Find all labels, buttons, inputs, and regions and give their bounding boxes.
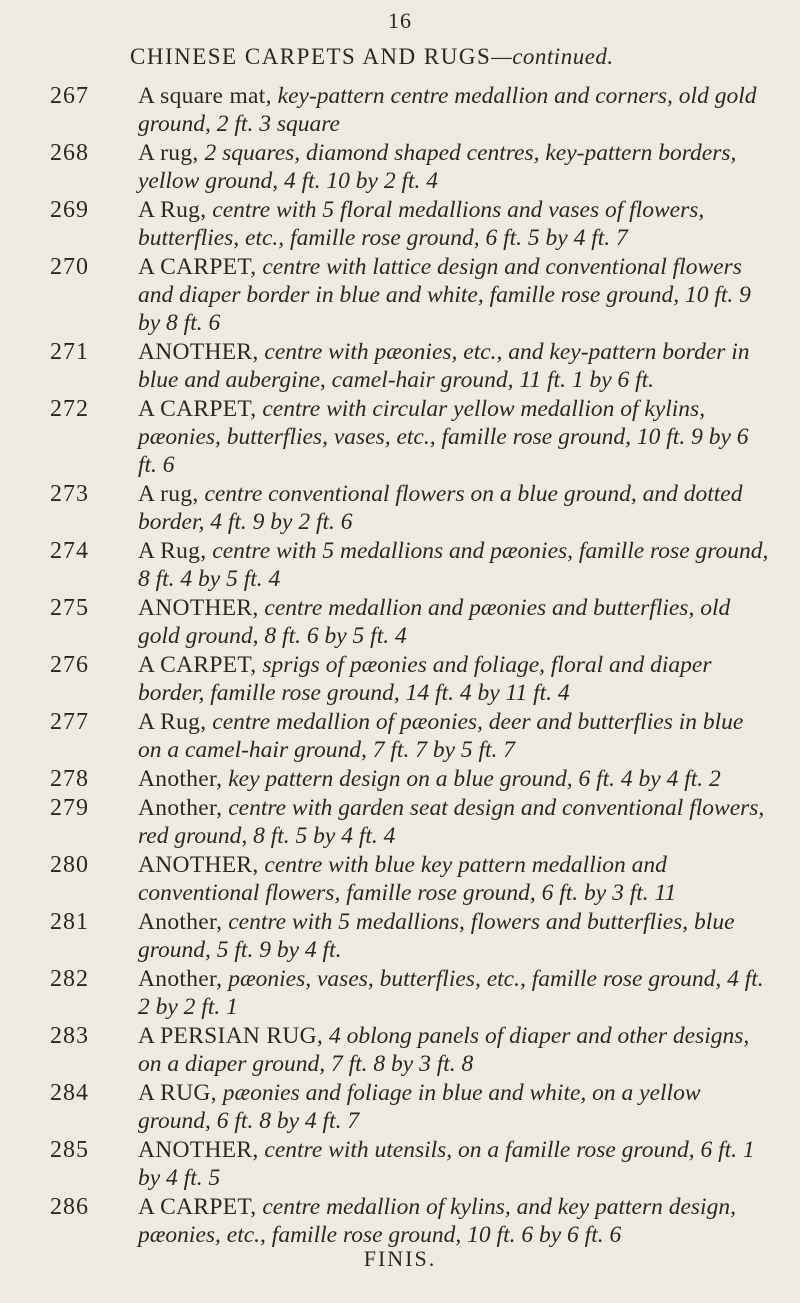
lot-number: 270	[50, 254, 89, 280]
lot-detail: key-pattern centre medallion and corners, old gold ground, 2 ft. 3 square	[138, 83, 757, 137]
lot-description	[138, 851, 770, 907]
lot-entry	[0, 794, 800, 850]
lot-entry	[0, 338, 800, 394]
lot-number: 273	[50, 481, 89, 507]
lot-description	[138, 480, 770, 536]
lot-lead: ANOTHER,	[138, 339, 259, 365]
lot-number: 285	[50, 1137, 89, 1163]
lot-description	[138, 196, 770, 252]
lot-entry	[0, 708, 800, 764]
lot-entry	[0, 851, 800, 907]
heading-title: CHINESE CARPETS AND RUGS	[130, 44, 492, 69]
lot-entry	[0, 480, 800, 536]
lot-lead: Another,	[138, 909, 223, 935]
lot-number: 272	[50, 396, 89, 422]
lot-detail: pæonies, vases, butterflies, etc., famille rose ground, 4 ft. 2 by 2 ft. 1	[138, 966, 764, 1020]
lot-entry	[0, 965, 800, 1021]
lot-number: 271	[50, 339, 89, 365]
lot-lead: A rug,	[138, 140, 199, 166]
lot-description	[138, 338, 770, 394]
lot-entry	[0, 537, 800, 593]
lot-entry	[0, 594, 800, 650]
lot-detail: centre with pæonies, etc., and key-pattern border in blue and aubergine, camel-hair ground, 11 ft. 1 by 6 ft.	[138, 339, 750, 393]
lot-detail: centre with lattice design and conventional flowers and diaper border in blue and white, famille rose ground, 10 ft. 9 by 8 ft. 6	[138, 254, 751, 336]
lot-number: 274	[50, 538, 89, 564]
lot-detail: centre with utensils, on a famille rose ground, 6 ft. 1 by 4 ft. 5	[138, 1137, 755, 1191]
lot-detail: key pattern design on a blue ground, 6 ft. 4 by 4 ft. 2	[222, 766, 721, 792]
lot-description	[138, 594, 770, 650]
lot-lead: A square mat,	[138, 83, 272, 109]
lot-lead: A RUG,	[138, 1080, 217, 1106]
lot-lead: A PERSIAN RUG,	[138, 1023, 324, 1049]
lot-number: 280	[50, 852, 89, 878]
lot-description	[138, 765, 770, 793]
lot-detail: 4 oblong panels of diaper and other designs, on a diaper ground, 7 ft. 8 by 3 ft. 8	[138, 1023, 750, 1077]
lot-number: 278	[50, 766, 89, 792]
lot-detail: sprigs of pæonies and foliage, floral and diaper border, famille rose ground, 14 ft. 4 by 11 ft. 4	[138, 652, 712, 706]
lot-detail: centre with blue key pattern medallion and conventional flowers, famille rose ground, 6 ft. by 3 ft. 11	[138, 852, 677, 906]
lot-entry	[0, 1022, 800, 1078]
lot-entry	[0, 139, 800, 195]
lot-lead: Another,	[138, 966, 223, 992]
lot-detail: pæonies and foliage in blue and white, on a yellow ground, 6 ft. 8 by 4 ft. 7	[138, 1080, 701, 1134]
lot-lead: ANOTHER,	[138, 595, 259, 621]
lot-description	[138, 651, 770, 707]
lot-description	[138, 908, 770, 964]
lot-number: 282	[50, 966, 89, 992]
lot-detail: 2 squares, diamond shaped centres, key-pattern borders, yellow ground, 4 ft. 10 by 2 ft. 4	[138, 140, 737, 194]
lot-detail: centre medallion of kylins, and key pattern design, pæonies, etc., famille rose ground, 10 ft. 6 by 6 ft. 6	[138, 1194, 736, 1248]
lot-description	[138, 1022, 770, 1078]
lot-description	[138, 1079, 770, 1135]
section-heading	[130, 44, 614, 70]
lot-description	[138, 794, 770, 850]
lot-lead: A CARPET,	[138, 254, 257, 280]
lot-number: 281	[50, 909, 89, 935]
lot-entry	[0, 765, 800, 793]
lot-entry	[0, 651, 800, 707]
lot-entry	[0, 196, 800, 252]
lot-number: 283	[50, 1023, 89, 1049]
lot-entry	[0, 253, 800, 337]
lot-description	[138, 253, 770, 337]
lot-number: 277	[50, 709, 89, 735]
lot-entry	[0, 82, 800, 138]
finis-text: FINIS.	[363, 1246, 437, 1271]
lot-number: 268	[50, 140, 89, 166]
lot-description	[138, 395, 770, 479]
lot-number: 269	[50, 197, 89, 223]
lot-lead: A CARPET,	[138, 396, 257, 422]
lot-detail: centre with 5 floral medallions and vases of flowers, butterflies, etc., famille rose ground, 6 ft. 5 by 4 ft. 7	[138, 197, 705, 251]
lot-description	[138, 1193, 770, 1249]
lot-number: 286	[50, 1194, 89, 1220]
lot-entry	[0, 1079, 800, 1135]
lot-description	[138, 139, 770, 195]
lot-description	[138, 82, 770, 138]
lot-number: 284	[50, 1080, 89, 1106]
lot-lead: Another,	[138, 766, 223, 792]
lot-number: 276	[50, 652, 89, 678]
lot-number: 279	[50, 795, 89, 821]
lot-lead: A CARPET,	[138, 652, 257, 678]
lot-detail: centre with circular yellow medallion of kylins, pæonies, butterflies, vases, etc., famille rose ground, 10 ft. 9 by 6 ft. 6	[138, 396, 749, 478]
lot-lead: A CARPET,	[138, 1194, 257, 1220]
lot-entry	[0, 395, 800, 479]
lot-lead: A rug,	[138, 481, 199, 507]
lot-lead: A Rug,	[138, 538, 207, 564]
lot-description	[138, 965, 770, 1021]
lot-description	[138, 537, 770, 593]
lot-entry	[0, 1193, 800, 1249]
lot-detail: centre with 5 medallions and pæonies, famille rose ground, 8 ft. 4 by 5 ft. 4	[138, 538, 769, 592]
lot-lead: Another,	[138, 795, 223, 821]
lot-lead: ANOTHER,	[138, 1137, 259, 1163]
lot-number: 275	[50, 595, 89, 621]
lot-entry	[0, 1136, 800, 1192]
lot-lead: ANOTHER,	[138, 852, 259, 878]
lot-detail: centre conventional flowers on a blue ground, and dotted border, 4 ft. 9 by 2 ft. 6	[138, 481, 743, 535]
lot-lead: A Rug,	[138, 709, 207, 735]
lot-description	[138, 1136, 770, 1192]
lot-detail: centre with 5 medallions, flowers and butterflies, blue ground, 5 ft. 9 by 4 ft.	[138, 909, 735, 963]
lot-detail: centre medallion of pæonies, deer and butterflies in blue on a camel-hair ground, 7 ft. 7 by 5 ft. 7	[138, 709, 744, 763]
lot-detail: centre medallion and pæonies and butterflies, old gold ground, 8 ft. 6 by 5 ft. 4	[138, 595, 731, 649]
lot-list	[0, 82, 800, 1250]
page-number: 16	[388, 8, 412, 33]
lot-detail: centre with garden seat design and conventional flowers, red ground, 8 ft. 5 by 4 ft. 4	[138, 795, 765, 849]
lot-lead: A Rug,	[138, 197, 207, 223]
heading-continued: —continued.	[491, 44, 614, 69]
lot-number: 267	[50, 83, 89, 109]
lot-description	[138, 708, 770, 764]
lot-entry	[0, 908, 800, 964]
